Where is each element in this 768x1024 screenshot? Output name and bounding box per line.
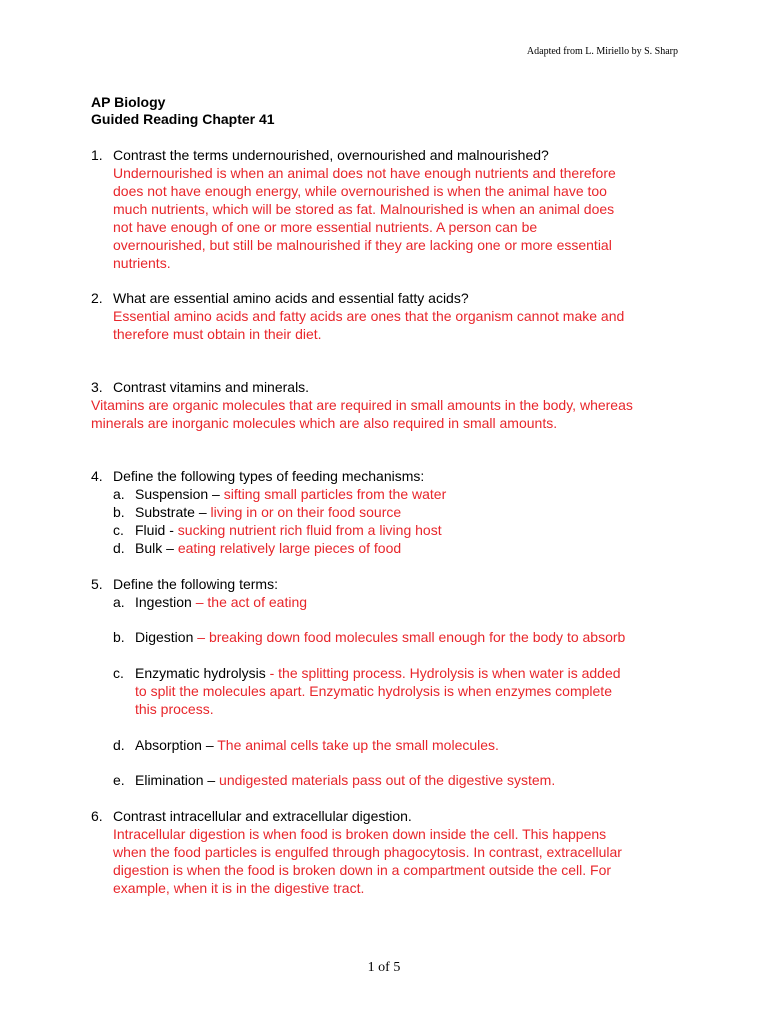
list-item (135, 628, 625, 646)
answer-line: overnourished, but still be malnourished if they are lacking one or more essential (113, 237, 612, 253)
list-item (135, 664, 621, 682)
question-text: Contrast vitamins and minerals. (113, 379, 310, 395)
list-letter: d. (113, 737, 125, 753)
list-item (135, 485, 446, 503)
question-text: Define the following types of feeding mechanisms: (113, 468, 425, 484)
list-letter: a. (113, 594, 125, 610)
term-answer: The animal cells take up the small molecules. (217, 737, 499, 753)
list-letter: a. (113, 486, 125, 502)
list-letter: b. (113, 629, 125, 645)
list-item (135, 593, 307, 611)
question-text: Define the following terms: (113, 576, 278, 592)
course-title: AP Biology (91, 94, 166, 110)
question-number: 3. (91, 379, 103, 395)
answer-line: much nutrients, which will be stored as fat. Malnourished is when an animal does (113, 201, 615, 217)
title-block (91, 94, 275, 128)
term-answer: sucking nutrient rich fluid from a living host (177, 522, 442, 538)
question-text: Contrast the terms undernourished, overnourished and malnourished? (113, 147, 549, 163)
list-letter: c. (113, 522, 124, 538)
answer-line: not have enough of one or more essential nutrients. A person can be (113, 219, 538, 235)
answer-line: therefore must obtain in their diet. (113, 326, 322, 342)
list-letter: b. (113, 504, 125, 520)
answer-line: Undernourished is when an animal does not have enough nutrients and therefore (113, 165, 616, 181)
term: Absorption – (135, 737, 218, 753)
list-letter: d. (113, 540, 125, 556)
assignment-title: Guided Reading Chapter 41 (91, 111, 275, 127)
answer-line: nutrients. (113, 255, 171, 271)
question-number: 1. (91, 147, 103, 163)
term-answer: - the splitting process. Hydrolysis is when water is added (269, 665, 621, 681)
list-item (135, 539, 401, 557)
term: Digestion (135, 629, 198, 645)
header-credit: Adapted from L. Miriello by S. Sharp (526, 46, 678, 57)
term-answer: – breaking down food molecules small enough for the body to absorb (197, 629, 626, 645)
page-number: 1 of 5 (367, 960, 401, 975)
question-text: Contrast intracellular and extracellular digestion. (113, 808, 412, 824)
answer-line: does not have enough energy, while overnourished is when the animal have too (113, 183, 607, 199)
term: Bulk – (135, 540, 178, 556)
answer-line: digestion is when the food is broken down in a compartment outside the cell. For (113, 862, 612, 878)
term-answer: sifting small particles from the water (223, 486, 447, 502)
list-item (135, 736, 499, 754)
question-number: 2. (91, 290, 103, 306)
answer-line: this process. (135, 701, 214, 717)
question-text: What are essential amino acids and essential fatty acids? (113, 290, 469, 306)
term: Ingestion (135, 594, 196, 610)
question-number: 5. (91, 576, 103, 592)
answer-line: Intracellular digestion is when food is broken down inside the cell. This happens (113, 826, 607, 842)
list-letter: c. (113, 665, 124, 681)
term: Elimination – (135, 772, 220, 788)
answer-line: to split the molecules apart. Enzymatic hydrolysis is when enzymes complete (135, 683, 612, 699)
question-number: 6. (91, 808, 103, 824)
list-item (135, 521, 442, 539)
list-item (135, 771, 555, 789)
term-answer: – the act of eating (195, 594, 308, 610)
term: Substrate – (135, 504, 211, 520)
term-answer: eating relatively large pieces of food (177, 540, 402, 556)
term: Fluid - (135, 522, 178, 538)
list-letter: e. (113, 772, 125, 788)
term-answer: undigested materials pass out of the digestive system. (219, 772, 556, 788)
term: Suspension – (135, 486, 224, 502)
term-answer: living in or on their food source (210, 504, 402, 520)
answer-line: when the food particles is engulfed through phagocytosis. In contrast, extracellular (113, 844, 622, 860)
answer-line: Vitamins are organic molecules that are required in small amounts in the body, whereas (91, 397, 633, 413)
answer-line: example, when it is in the digestive tract. (113, 880, 365, 896)
term: Enzymatic hydrolysis (135, 665, 270, 681)
list-item (135, 503, 401, 521)
question-number: 4. (91, 468, 103, 484)
answer-line: minerals are inorganic molecules which are also required in small amounts. (91, 415, 558, 431)
answer-line: Essential amino acids and fatty acids are ones that the organism cannot make and (113, 308, 625, 324)
